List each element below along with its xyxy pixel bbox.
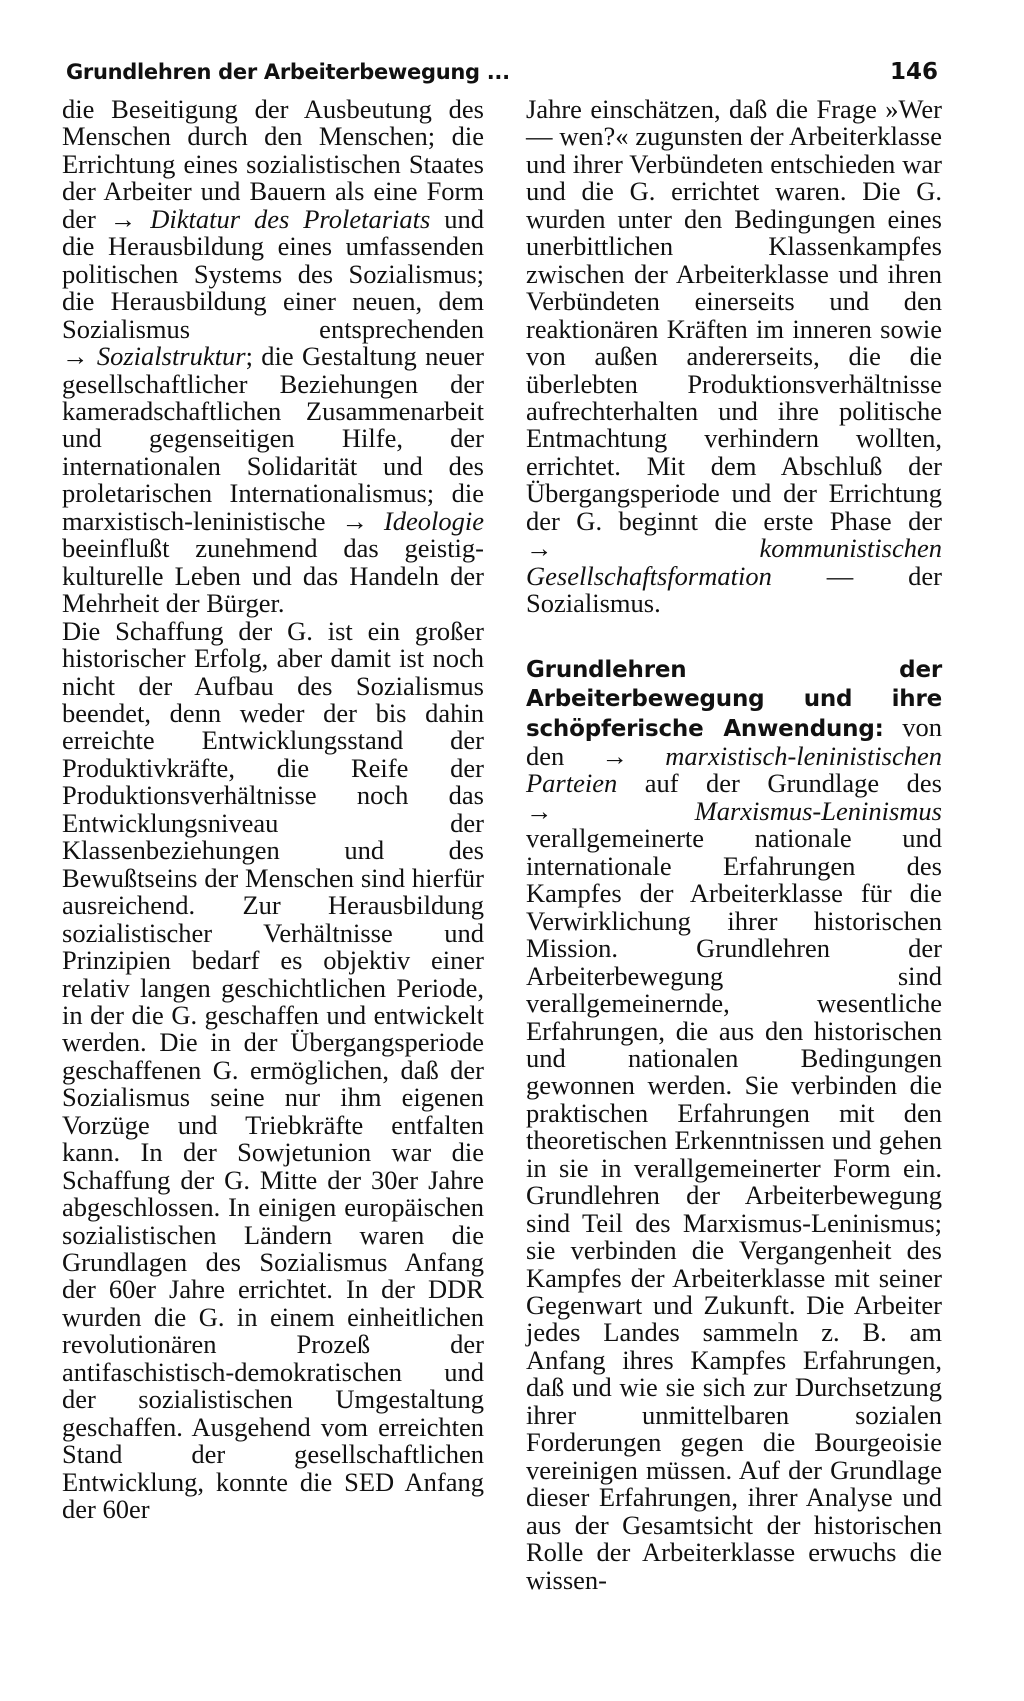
right-column [526, 96, 942, 1594]
text-run: beeinflußt zunehmend das geistig-kulturelle Leben und das Handeln der Mehrheit der Bürger. [62, 533, 484, 619]
cross-reference[interactable]: Ideologie [383, 505, 484, 536]
cross-reference[interactable]: Sozialstruktur [96, 341, 246, 372]
cross-reference-arrow-icon: → [526, 533, 553, 564]
cross-reference-arrow-icon: → [526, 795, 553, 826]
text-run: verallgemeinerte nationale und internationale Erfahrungen des Kampfes der Arbeiterklasse für die Verwirklichung ihrer historischen Mission. Grundlehren der Arbeiterbewegung sind verallgemeinernde, wesentliche Erfahrungen, die aus den historischen und nationalen Bedingungen gewonnen werden. Sie verbinden die praktischen Erfahrungen mit den theoretischen Erkenntnissen und gehen in sie in verallgemeinerter Form ein. Grundlehren der Arbeiterbewegung sind Teil des Marxismus-Leninismus; sie verbinden die Vergangenheit des Kampfes der Arbeiterklasse mit seiner Gegenwart und Zukunft. Die Arbeiter jedes Landes sammeln z. B. am Anfang ihres Kampfes Erfahrungen, daß und wie sie sich zur Durchsetzung ihrer unmittelbaren sozialen Forderungen gegen die Bourgeoisie vereinigen müssen. Auf der Grundlage dieser Erfahrungen, ihrer Analyse und aus der Gesamtsicht der historischen Rolle der Arbeiterklasse erwuchs die wissen- [526, 823, 942, 1595]
cross-reference[interactable]: Marxismus-Leninismus [694, 795, 942, 826]
cross-reference[interactable]: marxistisch-leninistischen Parteien [526, 740, 943, 799]
paragraph [526, 96, 942, 618]
paragraph [62, 96, 484, 618]
dictionary-entry [526, 655, 942, 1594]
page-header [66, 52, 938, 92]
text-run: — der Sozialismus. [526, 560, 942, 619]
cross-reference-arrow-icon: → [62, 341, 89, 372]
left-column [62, 96, 484, 1524]
running-head: Grundlehren der Arbeiterbewegung ... [66, 60, 510, 84]
cross-reference[interactable]: kommunistischen Gesellschaftsformation [526, 533, 942, 591]
text-run: von den [526, 711, 942, 771]
text-run: ; die Gestaltung neuer gesellschaftlicher Beziehungen der kameradschaftlichen Zusammenarbeit und gegenseitigen Hilfe, der internationalen Solidarität und des proletarischen Internationalismus; die marxistisch-leninistische [62, 341, 484, 536]
cross-reference-arrow-icon: → [601, 740, 629, 771]
text-run: die Beseitigung der Ausbeutung des Menschen durch den Menschen; die Errichtung eines sozialistischen Staates der Arbeiter und Bauern als eine Form der [62, 94, 484, 234]
cross-reference-arrow-icon: → [109, 203, 137, 234]
text-run: Jahre einschätzen, daß die Frage »Wer — wen?« zugunsten der Arbeiterklasse und ihrer Verbündeten entschieden war und die G. errichtet waren. Die G. wurden unter den Bedingungen eines unerbittlichen Klassenkampfes zwischen der Arbeiterklasse und ihren Verbündeten einerseits und den reaktionären Kräften im inneren sowie von außen andererseits, die die überlebten Produktionsverhältnisse aufrechterhalten und ihre politische Entmachtung verhindern wollten, errichtet. Mit dem Abschluß der Übergangsperiode und der Errichtung der G. beginnt die erste Phase der [526, 94, 942, 536]
text-run: und die Herausbildung eines umfassenden politischen Systems des Sozialismus; die Herausbildung einer neuen, dem Sozialismus entsprechenden [62, 203, 485, 344]
cross-reference-arrow-icon: → [341, 505, 368, 536]
cross-reference[interactable]: Diktatur des Proletariats [150, 203, 431, 234]
page-number: 146 [889, 59, 938, 85]
entry-headword: Grundlehren der Arbeiterbewegung und ihre schöpferische Anwendung: [526, 656, 942, 742]
text-run: auf der Grundlage des [617, 768, 942, 799]
paragraph: Die Schaffung der G. ist ein großer historischer Erfolg, aber damit ist noch nicht der Aufbau des Sozialismus beendet, denn weder der bis dahin erreichte Entwicklungsstand der Produktivkräfte, die Reife der Produktionsverhältnisse noch das Entwicklungsniveau der Klassenbeziehungen und des Bewußtseins der Menschen sind hierfür ausreichend. Zur Herausbildung sozialistischer Verhältnisse und Prinzipien bedarf es objektiv einer relativ langen geschichtlichen Periode, in der die G. geschaffen und entwickelt werden. Die in der Übergangsperiode geschaffenen G. ermöglichen, daß der Sozialismus seine nur ihm eigenen Vorzüge und Triebkräfte entfalten kann. In der Sowjetunion war die Schaffung der G. Mitte der 30er Jahre abgeschlossen. In einigen europäischen sozialistischen Ländern waren die Grundlagen des Sozialismus Anfang der 60er Jahre errichtet. In der DDR wurden die G. in einem einheitlichen revolutionären Prozeß der antifaschistisch-demokratischen und der sozialistischen Umgestaltung geschaffen. Ausgehend vom erreichten Stand der gesellschaftlichen Entwicklung, konnte die SED Anfang der 60er [62, 615, 484, 1525]
